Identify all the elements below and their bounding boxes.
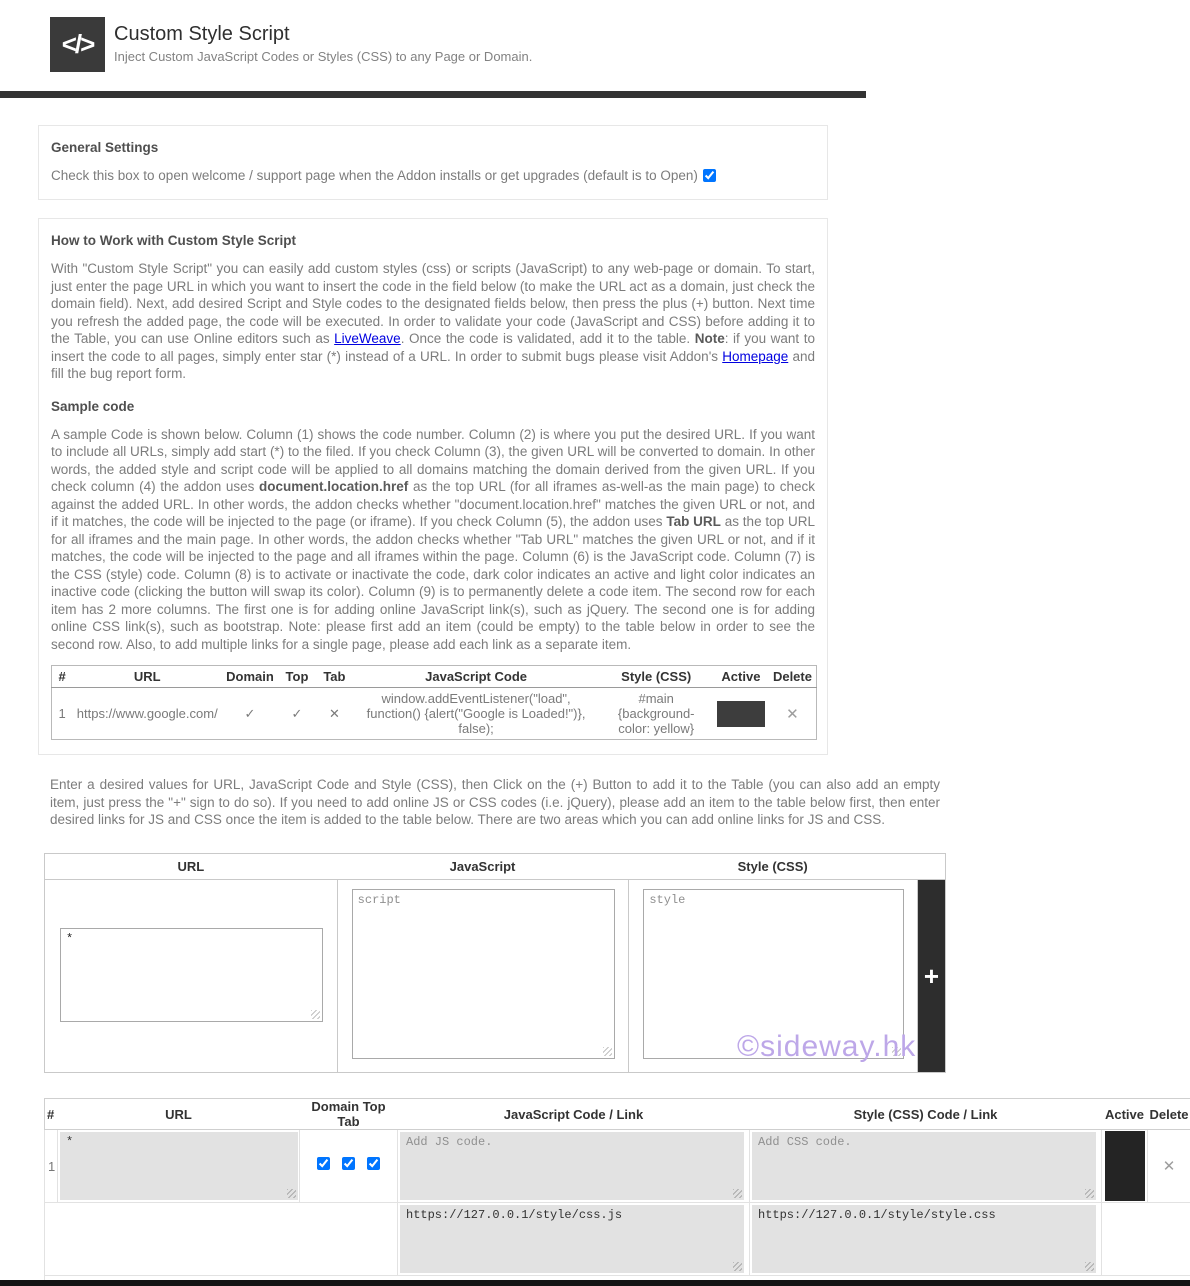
top-checkbox[interactable] [342, 1157, 355, 1170]
sample-row-url: https://www.google.com/ [76, 706, 218, 721]
howto-text-2: . Once the code is validated, add it to the table. [400, 331, 695, 346]
sample-row-domain-check: ✓ [244, 705, 256, 721]
sample-row-css-code: #main {background-color: yellow} [617, 691, 695, 736]
watermark: ©sideway.hk [737, 1030, 917, 1063]
item-delete-button[interactable]: ✕ [1162, 1157, 1176, 1175]
item-active-toggle-button[interactable] [1105, 1131, 1145, 1201]
item-num: 1 [45, 1130, 58, 1203]
add-form-header [45, 854, 945, 880]
add-button[interactable] [917, 880, 945, 1072]
items-col-domain-top-tab: Domain Top Tab [300, 1099, 398, 1130]
items-table-header-row [45, 1099, 1190, 1130]
sample-code-text-1: A sample Code is shown below. Column (1) shows the code number. Column (2) is where you put the desired URL. If you want to include all URLs, simply add start (*) to the filed. If you check Column (3), the given URL will be converted to domain. In other words, the added style and script code will be applied to all domains matching the domain derived from the given URL. If you check column (4) the addon uses [51, 426, 815, 494]
item-css-link-input[interactable] [752, 1205, 1096, 1273]
col-active: Active [713, 666, 769, 688]
general-settings-text [51, 167, 815, 185]
sample-row-tab-cross: ✕ [328, 705, 340, 721]
item-js-cell [398, 1130, 750, 1203]
sample-code-text-3: as the top URL for all iframes and the main page. In other words, the addon checks whether "Tab URL" matches the given URL or not, and if it matches, the code will be injected to the page and all iframes within the page. Column (6) is the JavaScript code. Column (7) is the CSS (style) code. Column (8) is to activate or inactivate the code, dark color indicates an active and light color indicates an inactive code (clicking the button will swap its color). Column (9) is to permanently delete a code item. The second row for each item has 2 more columns. The first one is for adding online JavaScript link(s), such as jQuery. The second one is for adding online CSS link(s), such as bootstrap. Note: please first add an item (could be empty) to the table below in order to see the second row. Also, to add multiple links for a single page, please add each link as a separate item. [51, 514, 815, 652]
sample-row-js-code: window.addEventListener("load", function() {alert("Google is Loaded!")}, false); [366, 691, 586, 736]
general-settings-heading: General Settings [51, 140, 159, 155]
item-url-cell [58, 1130, 300, 1203]
col-url: URL [72, 666, 222, 688]
add-col-url: URL [177, 859, 205, 874]
sample-table [51, 665, 817, 740]
app-header [50, 17, 532, 72]
col-domain: Domain [222, 666, 278, 688]
general-settings-label: Check this box to open welcome / support page when the Addon installs or get upgrades (default is to Open) [51, 168, 698, 183]
sample-row-num: 1 [58, 706, 66, 721]
general-settings-section [38, 125, 828, 200]
howto-note-label: Note [694, 331, 725, 346]
col-num: # [52, 666, 73, 688]
sample-code-paragraph [51, 426, 815, 654]
howto-text-1: With "Custom Style Script" you can easily add custom styles (css) or scripts (JavaScript) to any web-page or domain. To start, just enter the page URL in which you want to insert the code in the field below (to make the URL act as a domain, just check the domain field). Next, add desired Script and Style codes to the designated fields below, then press the plus (+) button. Next time you refresh the added page, the code will be executed. In order to validate your code (JavaScript and CSS) before adding it to the Table, you can use Online editors such as [51, 261, 815, 346]
sample-table-row [52, 688, 817, 740]
page-title: Custom Style Script [114, 23, 290, 45]
sample-code-bold-1: document.location.href [259, 479, 409, 494]
item-links-spacer-right [1102, 1203, 1190, 1276]
item-js-input[interactable] [400, 1132, 744, 1200]
items-col-delete: Delete [1148, 1099, 1190, 1130]
liveweave-link[interactable]: LiveWeave [334, 331, 401, 346]
item-js-link-input[interactable] [400, 1205, 744, 1273]
item-row [45, 1130, 1190, 1203]
page-subtitle: Inject Custom JavaScript Codes or Styles (CSS) to any Page or Domain. [114, 49, 533, 64]
item-css-cell [750, 1130, 1102, 1203]
sample-code-text-2: as the top URL (for all iframes as-well-as the main page) to check against the added URL. In other words, the addon checks whether "document.location.href" matches the given URL or not, and if it matches, the code will be injected to the page (or iframe). If you check Column (5), the addon uses [51, 479, 815, 529]
col-top: Top [278, 666, 316, 688]
sample-table-header-row [52, 666, 817, 688]
url-input[interactable] [60, 928, 323, 1022]
howto-heading: How to Work with Custom Style Script [51, 233, 297, 248]
col-css: Style (CSS) [599, 666, 712, 688]
sample-row-top-check: ✓ [291, 705, 303, 721]
item-links-row [45, 1203, 1190, 1276]
sample-row-active-cell [713, 688, 769, 740]
domain-checkbox[interactable] [317, 1157, 330, 1170]
footer-bar [0, 1280, 1190, 1286]
howto-paragraph [51, 260, 815, 383]
sample-row-delete-cell [769, 688, 817, 740]
col-tab: Tab [316, 666, 353, 688]
items-col-js-link: JavaScript Code / Link [398, 1099, 750, 1130]
active-toggle-button[interactable] [717, 701, 765, 727]
add-js-cell [337, 880, 629, 1072]
items-table [44, 1098, 1190, 1286]
howto-section [38, 218, 828, 755]
col-js: JavaScript Code [353, 666, 600, 688]
items-col-active: Active [1102, 1099, 1148, 1130]
col-delete: Delete [769, 666, 817, 688]
items-col-css-link: Style (CSS) Code / Link [750, 1099, 1102, 1130]
delete-button[interactable]: ✕ [786, 705, 799, 723]
items-col-num: # [45, 1099, 58, 1130]
tab-checkbox[interactable] [367, 1157, 380, 1170]
howto-text-3: : if you want to insert the code to all pages, simply enter star (*) instead of a URL. In order to submit bugs please visit Addon's [51, 331, 815, 364]
item-links-spacer [45, 1203, 398, 1276]
item-css-link-cell [750, 1203, 1102, 1276]
item-css-input[interactable] [752, 1132, 1096, 1200]
item-url-input[interactable] [60, 1132, 298, 1200]
add-section-intro: Enter a desired values for URL, JavaScript Code and Style (CSS), then Click on the (+) Button to add it to the Table (you can also add an empty item, just press the "+" sign to do so). If you need to add online JS or CSS codes (i.e. jQuery), please add an item to the table below first, then enter desired links for JS and CSS once the item is added to the table below. There are two areas which you can add online links for JS and CSS. [50, 777, 940, 827]
add-url-cell [45, 880, 337, 1072]
items-col-url: URL [58, 1099, 300, 1130]
header-divider-bar [0, 91, 866, 98]
code-icon-glyph: </> [61, 29, 94, 59]
add-col-css: Style (CSS) [737, 859, 808, 874]
sample-code-heading: Sample code [51, 398, 135, 414]
item-js-link-cell [398, 1203, 750, 1276]
plus-icon: + [923, 960, 940, 991]
howto-text-4: and fill the bug report form. [51, 348, 815, 381]
item-active-cell [1102, 1130, 1148, 1203]
sample-code-bold-2: Tab URL [666, 514, 721, 529]
add-col-js: JavaScript [449, 859, 516, 874]
item-flags-cell [300, 1130, 398, 1203]
code-icon [50, 17, 105, 72]
item-delete-cell [1148, 1130, 1190, 1203]
app-titles [114, 17, 532, 72]
js-input[interactable] [352, 889, 615, 1059]
welcome-page-checkbox[interactable] [703, 169, 716, 182]
homepage-link[interactable]: Homepage [722, 348, 789, 364]
